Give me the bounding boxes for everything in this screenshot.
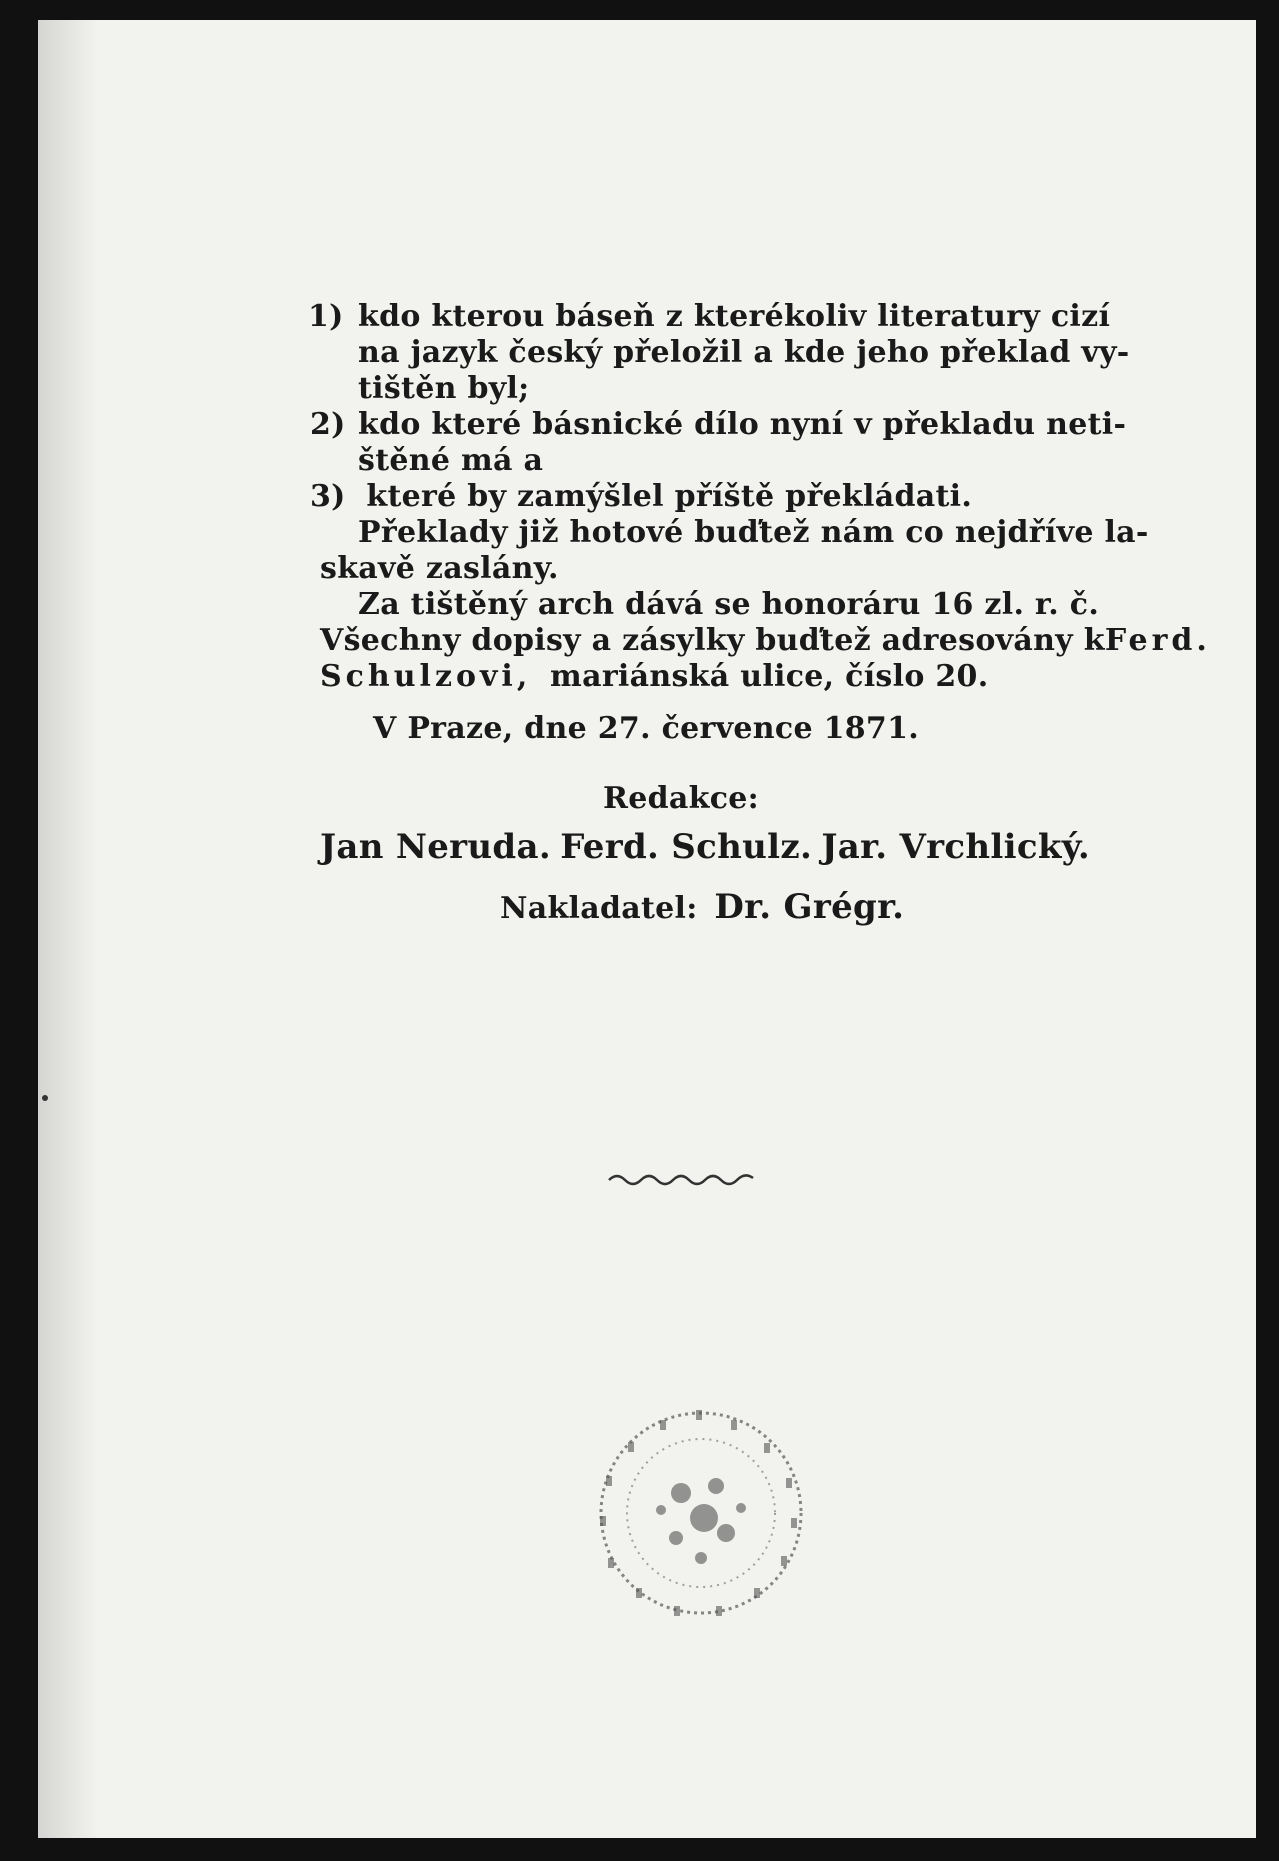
item-1-line-3: tištěn byl; [358,371,530,406]
editors-heading: Redakce: [603,781,760,816]
item-2-line-2: štěné má a [358,443,544,478]
paragraph-1-line-1: Překlady již hotové buďtež nám co nejdříve la- [358,515,1149,550]
item-3-number: 3) [310,479,346,514]
addressee-surname: Schulzovi, [320,659,532,694]
item-1-text: kdo kterou báseň z kterékoliv literatury cizí [358,299,1111,334]
item-3-line-1 [310,478,972,516]
paragraph-2-line-2 [320,622,1211,660]
speck [42,1095,48,1101]
item-1-line-1 [308,298,1111,336]
editor-name: Ferd. Schulz. [560,827,813,867]
paragraph-2-line-3 [320,658,988,696]
editor-name: Jar. Vrchlický. [821,827,1090,867]
item-2-number: 2) [310,407,346,442]
dateline: V Praze, dne 27. července 1871. [373,711,920,746]
addressee-first-name: Ferd. [1104,623,1211,658]
item-2-line-1 [310,406,1127,444]
paragraph-2-line-2-text: Všechny dopisy a zásylky buďtež adresovány k [320,623,1105,658]
item-1-number: 1) [308,299,344,334]
editors-list [320,828,1090,866]
publisher-line [500,888,904,928]
publisher-name: Dr. Grégr. [714,887,905,927]
ornament-flourish [607,1170,757,1190]
paragraph-2-line-1: Za tištěný arch dává se honoráru 16 zl. r. č. [358,587,1100,622]
editor-name: Jan Neruda. [320,827,551,867]
library-stamp [586,1398,816,1628]
item-1-line-2: na jazyk český přeložil a kde jeho překlad vy- [358,335,1130,370]
item-2-text: kdo které básnické dílo nyní v překladu neti- [358,407,1127,442]
paragraph-1-line-2: skavě zaslány. [320,551,559,586]
address: mariánská ulice, číslo 20. [550,659,989,694]
item-3-text: které by zamýšlel příště překládati. [366,479,973,514]
publisher-label: Nakladatel: [500,891,698,926]
document-page [38,20,1256,1838]
